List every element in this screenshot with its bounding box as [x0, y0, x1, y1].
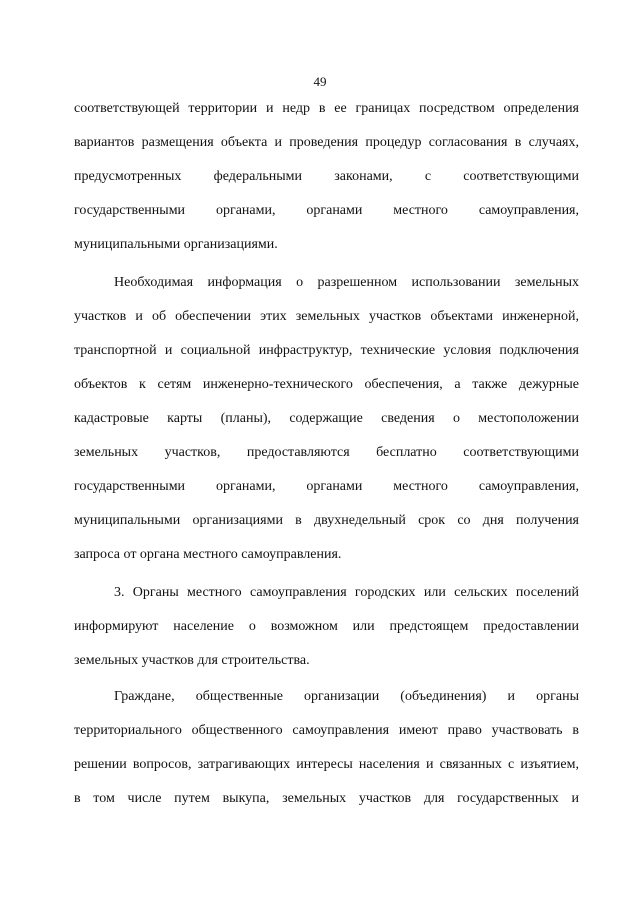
text-line: решении вопросов, затрагивающих интересы населения и связанных с изъятием, — [74, 757, 579, 772]
text-line: Необходимая информация о разрешенном использовании земельных — [114, 275, 579, 290]
page-number: 49 — [313, 74, 327, 89]
text-line: в том числе путем выкупа, земельных участков для государственных и — [74, 791, 579, 806]
paragraph-3 — [74, 576, 579, 678]
paragraph-4 — [74, 680, 579, 816]
paragraph-2 — [74, 266, 579, 572]
text-line: объектов к сетям инженерно-технического обеспечения, а также дежурные — [74, 377, 579, 392]
text-line: соответствующей территории и недр в ее границах посредством определения — [74, 101, 579, 116]
text-line: предусмотренных федеральными законами, с соответствующими — [74, 169, 579, 184]
paragraph-1 — [74, 92, 579, 262]
text-line: запроса от органа местного самоуправления. — [74, 547, 342, 562]
text-line: 3. Органы местного самоуправления городских или сельских поселений — [114, 585, 579, 600]
text-line: государственными органами, органами местного самоуправления, — [74, 203, 579, 218]
text-line: муниципальными организациями. — [74, 237, 278, 252]
text-line: Граждане, общественные организации (объединения) и органы — [114, 689, 579, 704]
text-line: кадастровые карты (планы), содержащие сведения о местоположении — [74, 411, 579, 426]
text-line: вариантов размещения объекта и проведения процедур согласования в случаях, — [74, 135, 579, 150]
text-line: муниципальными организациями в двухнедельный срок со дня получения — [74, 513, 579, 528]
text-line: земельных участков для строительства. — [74, 653, 310, 668]
text-line: территориального общественного самоуправления имеют право участвовать в — [74, 723, 579, 738]
text-line: транспортной и социальной инфраструктур, технические условия подключения — [74, 343, 579, 358]
text-line: государственными органами, органами местного самоуправления, — [74, 479, 579, 494]
text-line: земельных участков, предоставляются бесплатно соответствующими — [74, 445, 579, 460]
text-line: участков и об обеспечении этих земельных участков объектами инженерной, — [74, 309, 579, 324]
text-line: информируют население о возможном или предстоящем предоставлении — [74, 619, 579, 634]
